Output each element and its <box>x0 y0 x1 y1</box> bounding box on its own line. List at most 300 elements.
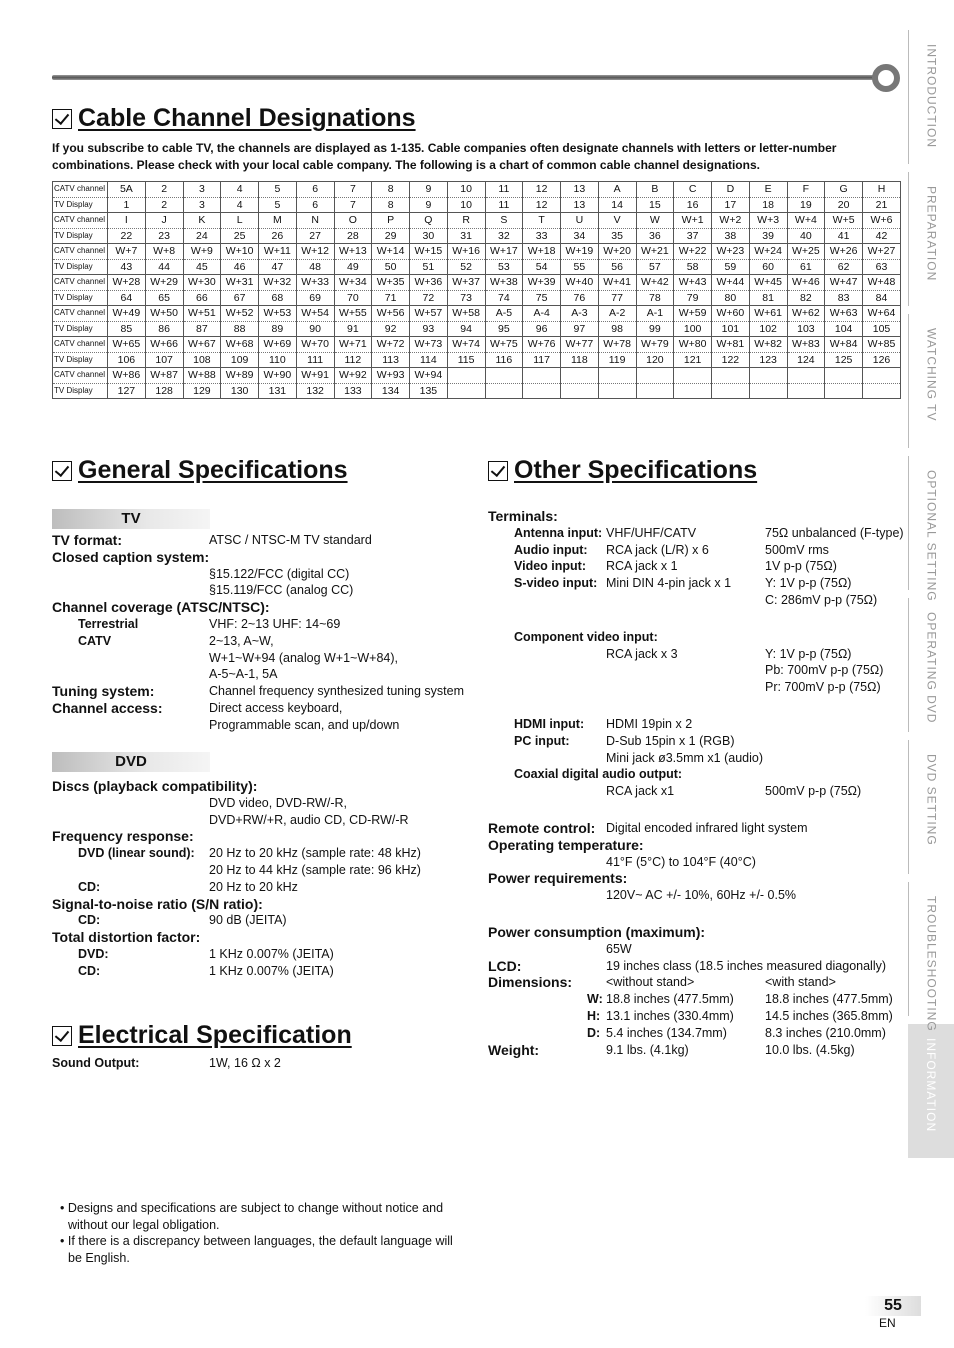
table-cell: P <box>372 213 410 229</box>
sound-output-value: 1W, 16 Ω x 2 <box>209 1056 281 1070</box>
display-row <box>53 197 901 213</box>
table-cell: 16 <box>674 197 712 213</box>
spec-row <box>488 800 898 820</box>
spec-row <box>488 924 898 941</box>
table-cell: 111 <box>296 352 334 368</box>
table-cell <box>787 368 825 384</box>
table-cell: W+19 <box>561 244 599 260</box>
table-cell: 117 <box>523 352 561 368</box>
row-label: CATV channel <box>53 244 108 260</box>
table-cell: 113 <box>372 352 410 368</box>
table-cell: W+6 <box>863 213 901 229</box>
table-cell <box>636 383 674 399</box>
table-cell: A-1 <box>636 306 674 322</box>
table-cell: W+33 <box>296 275 334 291</box>
spec-row <box>52 963 472 980</box>
spec-label: D: <box>587 1025 601 1040</box>
notes <box>60 1200 460 1266</box>
table-cell <box>598 383 636 399</box>
side-tab-label: PREPARATION <box>924 186 939 282</box>
row-label: TV Display <box>53 321 108 337</box>
table-cell: 3 <box>183 197 221 213</box>
table-cell: 131 <box>259 383 297 399</box>
table-cell: 81 <box>749 290 787 306</box>
table-cell: 21 <box>863 197 901 213</box>
spec-heading: Tuning system: <box>52 683 155 700</box>
spec-value: 9.1 lbs. (4.1kg) <box>606 1042 689 1057</box>
table-cell <box>636 368 674 384</box>
spec-value: 20 Hz to 20 kHz <box>209 879 298 894</box>
spec-value: 90 dB (JEITA) <box>209 913 287 928</box>
spec-row <box>488 991 898 1008</box>
display-row <box>53 383 901 399</box>
table-cell: 39 <box>749 228 787 244</box>
checkbox-icon <box>52 109 72 129</box>
spec-value: Programmable scan, and up/down <box>209 717 400 732</box>
spec-value: 500mV p-p (75Ω) <box>765 784 862 799</box>
table-cell: W+8 <box>145 244 183 260</box>
checkbox-icon <box>52 1026 72 1046</box>
table-cell: 63 <box>863 259 901 275</box>
spec-value: 2~13, A~W, <box>209 633 274 648</box>
table-cell: 19 <box>787 197 825 213</box>
note-item: • If there is a discrepancy between languages, the default language will be English. <box>60 1234 453 1265</box>
table-cell: W+24 <box>749 244 787 260</box>
table-cell: 116 <box>485 352 523 368</box>
checkbox-icon <box>52 461 72 481</box>
spec-heading: Weight: <box>488 1041 540 1058</box>
table-cell: 95 <box>485 321 523 337</box>
table-cell: W+7 <box>108 244 146 260</box>
table-cell: W+1 <box>674 213 712 229</box>
spec-heading: Power consumption (maximum): <box>488 923 706 940</box>
table-cell: O <box>334 213 372 229</box>
table-cell: 126 <box>863 352 901 368</box>
table-cell: 5A <box>108 182 146 198</box>
table-cell: 78 <box>636 290 674 306</box>
display-row <box>53 321 901 337</box>
table-cell <box>749 383 787 399</box>
table-cell: W+88 <box>183 368 221 384</box>
side-tab-label: OPERATING DVD <box>924 612 939 724</box>
spec-value: Mini DIN 4-pin jack x 1 <box>606 576 732 591</box>
catv-row <box>53 244 901 260</box>
table-cell: 92 <box>372 321 410 337</box>
table-cell: 121 <box>674 352 712 368</box>
table-cell: 17 <box>712 197 750 213</box>
table-cell: W+47 <box>825 275 863 291</box>
table-cell <box>598 368 636 384</box>
table-cell: 45 <box>183 259 221 275</box>
spec-value: VHF: 2~13 UHF: 14~69 <box>209 616 341 631</box>
table-cell: 73 <box>447 290 485 306</box>
spec-row <box>488 1042 898 1059</box>
table-cell: W+92 <box>334 368 372 384</box>
table-cell: 60 <box>749 259 787 275</box>
table-cell: W+3 <box>749 213 787 229</box>
table-cell: W+2 <box>712 213 750 229</box>
table-cell: 11 <box>485 182 523 198</box>
other-heading <box>488 456 757 485</box>
table-cell: 10 <box>447 182 485 198</box>
side-tab[interactable] <box>908 882 954 1032</box>
spec-value: <with stand> <box>765 975 836 990</box>
table-cell: W+59 <box>674 306 712 322</box>
table-cell: W+60 <box>712 306 750 322</box>
spec-value: RCA jack x1 <box>606 784 675 799</box>
row-label: CATV channel <box>53 306 108 322</box>
side-tab[interactable] <box>908 740 954 874</box>
table-cell: W+43 <box>674 275 712 291</box>
table-cell: 96 <box>523 321 561 337</box>
table-cell: 107 <box>145 352 183 368</box>
table-cell: 43 <box>108 259 146 275</box>
table-cell: 65 <box>145 290 183 306</box>
spec-value: A-5~A-1, 5A <box>209 667 278 682</box>
table-cell: A-2 <box>598 306 636 322</box>
table-cell: 9 <box>410 197 448 213</box>
spec-heading: Signal-to-noise ratio (S/N ratio): <box>52 895 263 912</box>
table-cell: W+62 <box>787 306 825 322</box>
table-cell: 83 <box>825 290 863 306</box>
table-cell: 79 <box>674 290 712 306</box>
table-cell: 15 <box>636 197 674 213</box>
table-cell: W+26 <box>825 244 863 260</box>
spec-value: 8.3 inches (210.0mm) <box>765 1025 886 1040</box>
spec-row <box>488 1025 898 1042</box>
spec-row <box>52 778 472 795</box>
table-cell <box>523 383 561 399</box>
table-cell: 133 <box>334 383 372 399</box>
table-cell: C <box>674 182 712 198</box>
table-cell: 82 <box>787 290 825 306</box>
table-cell: 98 <box>598 321 636 337</box>
table-cell: 13 <box>561 182 599 198</box>
table-cell: A-3 <box>561 306 599 322</box>
table-cell: W+10 <box>221 244 259 260</box>
tv-band: TV <box>52 509 210 529</box>
table-cell: 14 <box>598 197 636 213</box>
table-cell: U <box>561 213 599 229</box>
table-cell: W+80 <box>674 337 712 353</box>
spec-row <box>52 929 472 946</box>
table-cell: 48 <box>296 259 334 275</box>
tv-spec-list <box>52 532 472 734</box>
table-cell: W+68 <box>221 337 259 353</box>
spec-label: CATV <box>78 633 112 648</box>
spec-label: S-video input: <box>514 576 598 591</box>
table-cell: 2 <box>145 182 183 198</box>
spec-heading: Operating temperature: <box>488 836 644 853</box>
table-cell: W+72 <box>372 337 410 353</box>
table-cell: A-4 <box>523 306 561 322</box>
table-cell: W+22 <box>674 244 712 260</box>
row-label: TV Display <box>53 352 108 368</box>
spec-label: CD: <box>78 913 101 928</box>
table-cell: 28 <box>334 228 372 244</box>
table-cell: 5 <box>259 182 297 198</box>
table-cell: W+58 <box>447 306 485 322</box>
table-cell: 71 <box>372 290 410 306</box>
spec-row <box>52 582 472 599</box>
table-cell: W+49 <box>108 306 146 322</box>
table-cell: W+77 <box>561 337 599 353</box>
spec-row <box>488 508 898 525</box>
side-tab-label: OPTIONAL SETTING <box>924 470 939 602</box>
table-cell <box>825 383 863 399</box>
table-cell <box>561 383 599 399</box>
table-cell: W+71 <box>334 337 372 353</box>
spec-heading: Closed caption system: <box>52 548 210 565</box>
table-cell: 106 <box>108 352 146 368</box>
table-cell: W+56 <box>372 306 410 322</box>
table-cell <box>485 368 523 384</box>
table-cell: W+34 <box>334 275 372 291</box>
table-cell: V <box>598 213 636 229</box>
table-cell: W+57 <box>410 306 448 322</box>
table-cell: 112 <box>334 352 372 368</box>
spec-row <box>488 820 898 837</box>
spec-value: 18.8 inches (477.5mm) <box>765 992 893 1007</box>
spec-row <box>488 870 898 887</box>
side-tab[interactable] <box>908 172 954 306</box>
spec-row <box>488 558 898 575</box>
table-cell: 10 <box>447 197 485 213</box>
table-cell: 8 <box>372 182 410 198</box>
spec-row <box>52 717 472 734</box>
spec-value: Y: 1V p-p (75Ω) <box>765 576 852 591</box>
table-cell: 99 <box>636 321 674 337</box>
table-cell: 69 <box>296 290 334 306</box>
table-cell: N <box>296 213 334 229</box>
table-cell: 50 <box>372 259 410 275</box>
table-cell: 135 <box>410 383 448 399</box>
table-cell: W+35 <box>372 275 410 291</box>
table-cell: 7 <box>334 182 372 198</box>
table-cell: W+5 <box>825 213 863 229</box>
spec-value: 5.4 inches (134.7mm) <box>606 1025 727 1040</box>
table-cell: S <box>485 213 523 229</box>
table-cell: R <box>447 213 485 229</box>
table-cell: 88 <box>221 321 259 337</box>
side-tab[interactable] <box>908 456 954 602</box>
spec-value: 13.1 inches (330.4mm) <box>606 1008 734 1023</box>
spec-heading: Channel access: <box>52 699 163 716</box>
table-cell: H <box>863 182 901 198</box>
row-label: TV Display <box>53 290 108 306</box>
table-cell: 7 <box>334 197 372 213</box>
table-cell: 67 <box>221 290 259 306</box>
table-cell <box>561 368 599 384</box>
table-cell: 110 <box>259 352 297 368</box>
table-cell: G <box>825 182 863 198</box>
table-cell: W+11 <box>259 244 297 260</box>
spec-value: DVD video, DVD-RW/-R, <box>209 795 347 810</box>
table-cell: 27 <box>296 228 334 244</box>
table-cell: 41 <box>825 228 863 244</box>
table-cell: F <box>787 182 825 198</box>
table-cell: 32 <box>485 228 523 244</box>
spec-value: 120V~ AC +/- 10%, 60Hz +/- 0.5% <box>606 888 797 903</box>
sound-output-label: Sound Output: <box>52 1056 140 1070</box>
spec-row <box>52 946 472 963</box>
spec-row <box>52 532 472 549</box>
table-cell: 103 <box>787 321 825 337</box>
table-cell: 4 <box>221 197 259 213</box>
spec-heading: TV format: <box>52 532 122 548</box>
table-cell: W+61 <box>749 306 787 322</box>
table-cell: W+37 <box>447 275 485 291</box>
spec-label: CD: <box>78 963 101 978</box>
side-tab[interactable] <box>908 598 954 732</box>
spec-value: RCA jack x 1 <box>606 559 678 574</box>
other-title: Other Specifications <box>514 456 758 484</box>
spec-value: 19 inches class (18.5 inches measured diagonally) <box>606 958 887 973</box>
table-cell: W+84 <box>825 337 863 353</box>
table-cell: W+85 <box>863 337 901 353</box>
row-label: TV Display <box>53 228 108 244</box>
table-cell: 109 <box>221 352 259 368</box>
table-cell: 6 <box>296 197 334 213</box>
table-cell: 123 <box>749 352 787 368</box>
table-cell: 91 <box>334 321 372 337</box>
table-cell: 105 <box>863 321 901 337</box>
table-cell: W+15 <box>410 244 448 260</box>
spec-heading: Dimensions: <box>488 974 573 991</box>
table-cell: W+67 <box>183 337 221 353</box>
table-cell: E <box>749 182 787 198</box>
table-cell: 47 <box>259 259 297 275</box>
spec-value: Digital encoded infrared light system <box>606 820 808 835</box>
table-cell: 90 <box>296 321 334 337</box>
table-cell: W+75 <box>485 337 523 353</box>
table-cell: W+83 <box>787 337 825 353</box>
top-rule-circle <box>872 64 900 92</box>
table-cell: 70 <box>334 290 372 306</box>
table-cell: 62 <box>825 259 863 275</box>
channel-table <box>52 181 901 399</box>
row-label: CATV channel <box>53 182 108 198</box>
table-cell: W+30 <box>183 275 221 291</box>
catv-row <box>53 306 901 322</box>
table-cell: 46 <box>221 259 259 275</box>
table-cell: 93 <box>410 321 448 337</box>
spec-label: CD: <box>78 879 101 894</box>
spec-value: RCA jack x 3 <box>606 646 678 661</box>
table-cell <box>749 368 787 384</box>
table-cell: W+70 <box>296 337 334 353</box>
table-cell: 2 <box>145 197 183 213</box>
table-cell: 37 <box>674 228 712 244</box>
table-cell <box>863 368 901 384</box>
spec-label: Coaxial digital audio output: <box>514 767 683 782</box>
side-tab[interactable] <box>908 1024 954 1158</box>
table-cell: 114 <box>410 352 448 368</box>
table-cell: W+39 <box>523 275 561 291</box>
table-cell: 59 <box>712 259 750 275</box>
table-cell: M <box>259 213 297 229</box>
spec-heading: Channel coverage (ATSC/NTSC): <box>52 599 270 616</box>
spec-row <box>52 700 472 717</box>
spec-value: 20 Hz to 44 kHz (sample rate: 96 kHz) <box>209 862 421 877</box>
table-cell: W+9 <box>183 244 221 260</box>
electrical-title: Electrical Specification <box>78 1021 352 1049</box>
spec-row <box>488 542 898 559</box>
table-cell: 11 <box>485 197 523 213</box>
spec-value: 1 KHz 0.007% (JEITA) <box>209 963 334 978</box>
row-label: TV Display <box>53 383 108 399</box>
side-tab-label: DVD SETTING <box>924 754 939 846</box>
side-tab-label: INTRODUCTION <box>924 44 939 148</box>
spec-row <box>52 599 472 616</box>
spec-value: 20 Hz to 20 kHz (sample rate: 48 kHz) <box>209 846 421 861</box>
table-cell <box>523 368 561 384</box>
table-cell: W+48 <box>863 275 901 291</box>
language-label: EN <box>879 1316 896 1330</box>
table-cell: W+65 <box>108 337 146 353</box>
table-cell: W+82 <box>749 337 787 353</box>
spec-value: D-Sub 15pin x 1 (RGB) <box>606 733 735 748</box>
catv-row <box>53 275 901 291</box>
spec-row <box>488 733 898 750</box>
side-tab[interactable] <box>908 314 954 448</box>
table-cell: W+31 <box>221 275 259 291</box>
table-cell: W+29 <box>145 275 183 291</box>
table-cell: 29 <box>372 228 410 244</box>
spec-row <box>488 575 898 592</box>
table-cell: 22 <box>108 228 146 244</box>
table-cell: W+17 <box>485 244 523 260</box>
table-cell: 132 <box>296 383 334 399</box>
table-cell: W+54 <box>296 306 334 322</box>
spec-label: Terrestrial <box>78 616 139 631</box>
table-cell: W+76 <box>523 337 561 353</box>
spec-label: Antenna input: <box>514 525 603 540</box>
side-tab[interactable] <box>908 30 954 164</box>
display-row <box>53 290 901 306</box>
table-cell: 40 <box>787 228 825 244</box>
table-cell: A-5 <box>485 306 523 322</box>
table-cell: W+78 <box>598 337 636 353</box>
table-cell <box>712 383 750 399</box>
table-cell: W+23 <box>712 244 750 260</box>
spec-value: Direct access keyboard, <box>209 700 343 715</box>
spec-row <box>488 766 898 783</box>
spec-value: 65W <box>606 941 632 956</box>
table-cell: W+21 <box>636 244 674 260</box>
spec-row <box>488 854 898 871</box>
spec-heading: Total distortion factor: <box>52 929 201 946</box>
table-cell: 129 <box>183 383 221 399</box>
spec-row <box>52 828 472 845</box>
spec-value: RCA jack (L/R) x 6 <box>606 542 709 557</box>
table-cell: 18 <box>749 197 787 213</box>
spec-heading: LCD: <box>488 957 522 974</box>
spec-value: 10.0 lbs. (4.5kg) <box>765 1042 855 1057</box>
table-cell: W+42 <box>636 275 674 291</box>
table-cell <box>787 383 825 399</box>
spec-row <box>52 683 472 700</box>
spec-row <box>52 650 472 667</box>
spec-row <box>488 662 898 679</box>
spec-label: Video input: <box>514 559 586 574</box>
table-cell: 44 <box>145 259 183 275</box>
spec-heading: Frequency response: <box>52 828 194 845</box>
spec-row <box>52 795 472 812</box>
table-cell: W+52 <box>221 306 259 322</box>
spec-value: Y: 1V p-p (75Ω) <box>765 646 852 661</box>
table-cell: 55 <box>561 259 599 275</box>
